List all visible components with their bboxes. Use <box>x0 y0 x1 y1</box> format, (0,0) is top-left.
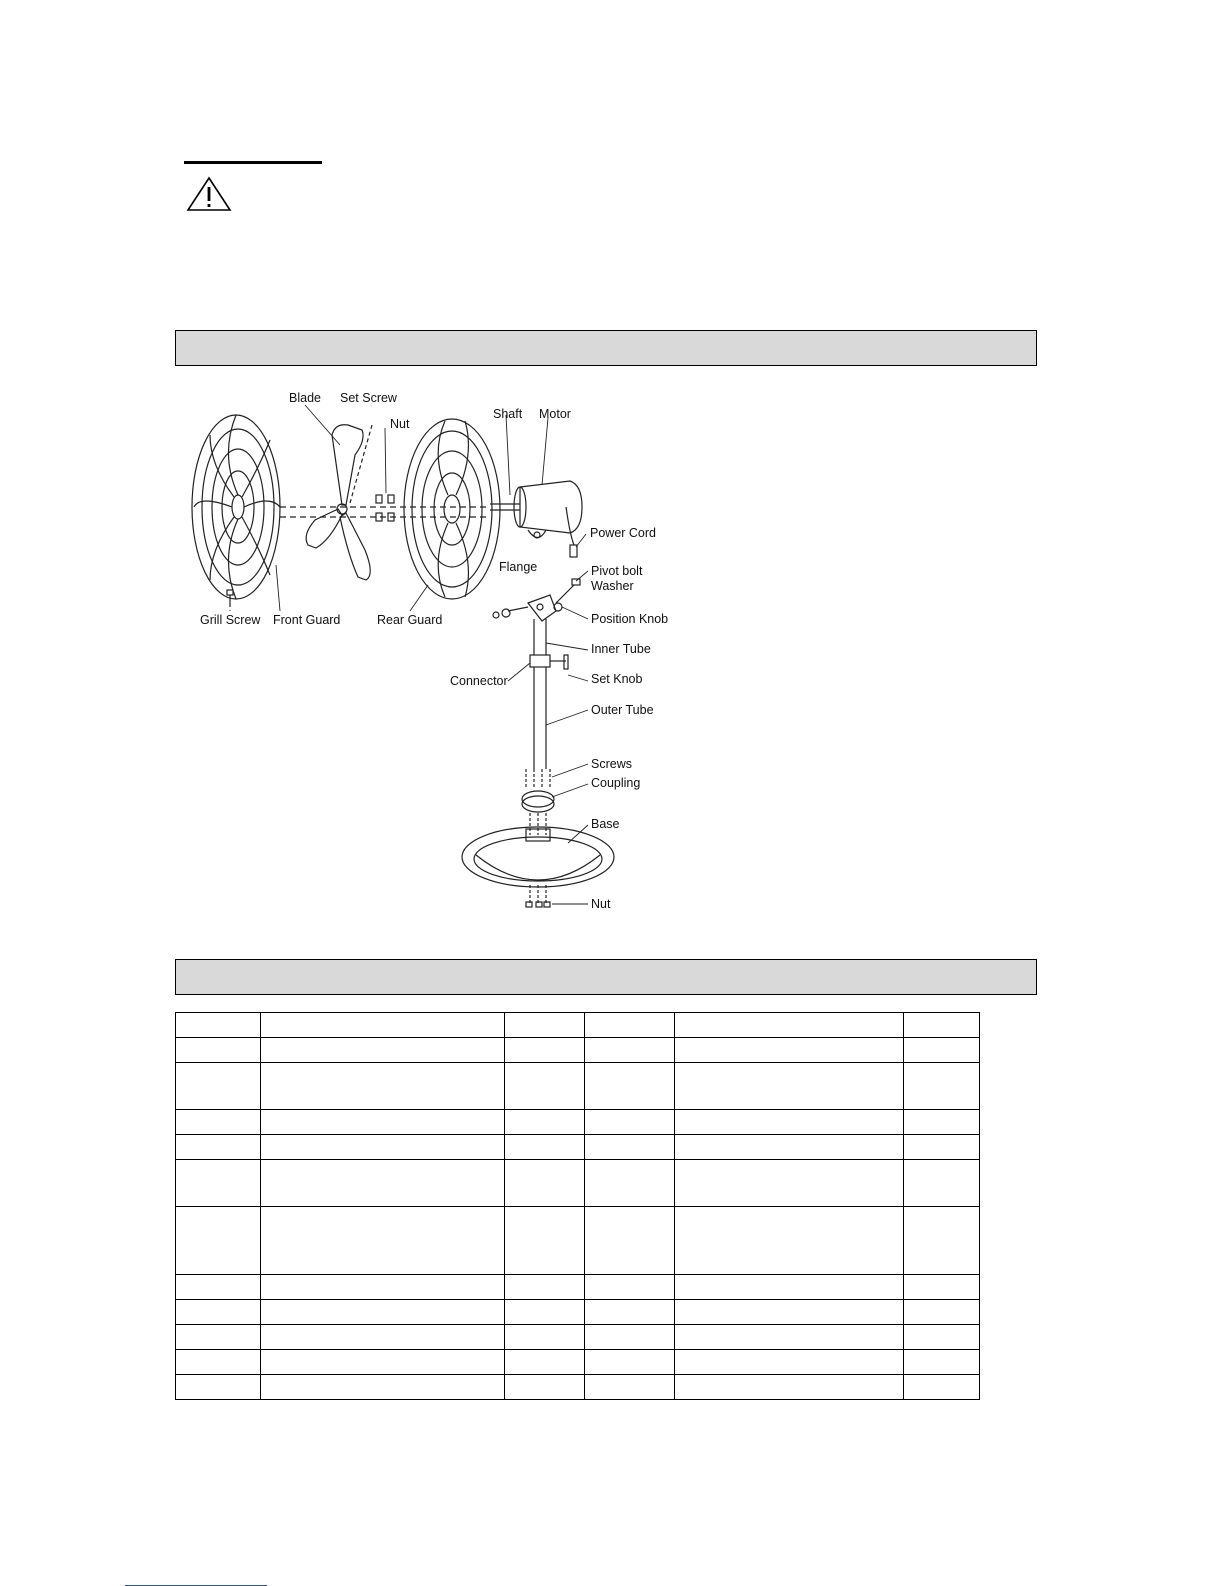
label-coupling: Coupling <box>591 776 641 790</box>
label-rear-guard: Rear Guard <box>377 613 443 627</box>
label-shaft: Shaft <box>493 407 523 421</box>
section-header-bar-diagram <box>175 330 1037 366</box>
table-row <box>176 1375 980 1400</box>
heading-underline <box>184 161 322 164</box>
label-set-knob: Set Knob <box>591 672 643 686</box>
table-row <box>176 1300 980 1325</box>
stand-part <box>493 579 580 835</box>
label-base: Base <box>591 817 620 831</box>
base-part <box>462 827 614 907</box>
label-pivot-bolt: Pivot bolt <box>591 564 643 578</box>
label-set-screw: Set Screw <box>340 391 397 405</box>
label-motor: Motor <box>539 407 571 421</box>
label-nut-top: Nut <box>390 417 410 431</box>
label-connector: Connector <box>450 674 508 688</box>
table-row <box>176 1207 980 1275</box>
table-row <box>176 1110 980 1135</box>
label-position-knob: Position Knob <box>591 612 669 626</box>
motor-part <box>490 481 582 557</box>
exploded-fan-diagram <box>190 385 680 925</box>
label-power-cord: Power Cord <box>590 526 656 540</box>
table-row <box>176 1275 980 1300</box>
rear-guard-part <box>404 419 500 599</box>
label-flange: Flange <box>499 560 538 574</box>
table-row <box>176 1350 980 1375</box>
section-header-bar-parts <box>175 959 1037 995</box>
label-nut-bottom: Nut <box>591 897 611 911</box>
blade-part <box>306 425 370 580</box>
parts-table <box>175 1012 980 1400</box>
table-row <box>176 1013 980 1038</box>
warning-icon <box>186 176 232 212</box>
table-row <box>176 1160 980 1207</box>
table-row <box>176 1038 980 1063</box>
label-screws: Screws <box>591 757 632 771</box>
label-inner-tube: Inner Tube <box>591 642 651 656</box>
label-washer: Washer <box>591 579 634 593</box>
label-blade: Blade <box>289 391 321 405</box>
table-row <box>176 1063 980 1110</box>
table-row <box>176 1135 980 1160</box>
label-grill-screw: Grill Screw <box>200 613 261 627</box>
label-outer-tube: Outer Tube <box>591 703 654 717</box>
front-guard-part <box>192 415 280 599</box>
table-row <box>176 1325 980 1350</box>
label-front-guard: Front Guard <box>273 613 341 627</box>
